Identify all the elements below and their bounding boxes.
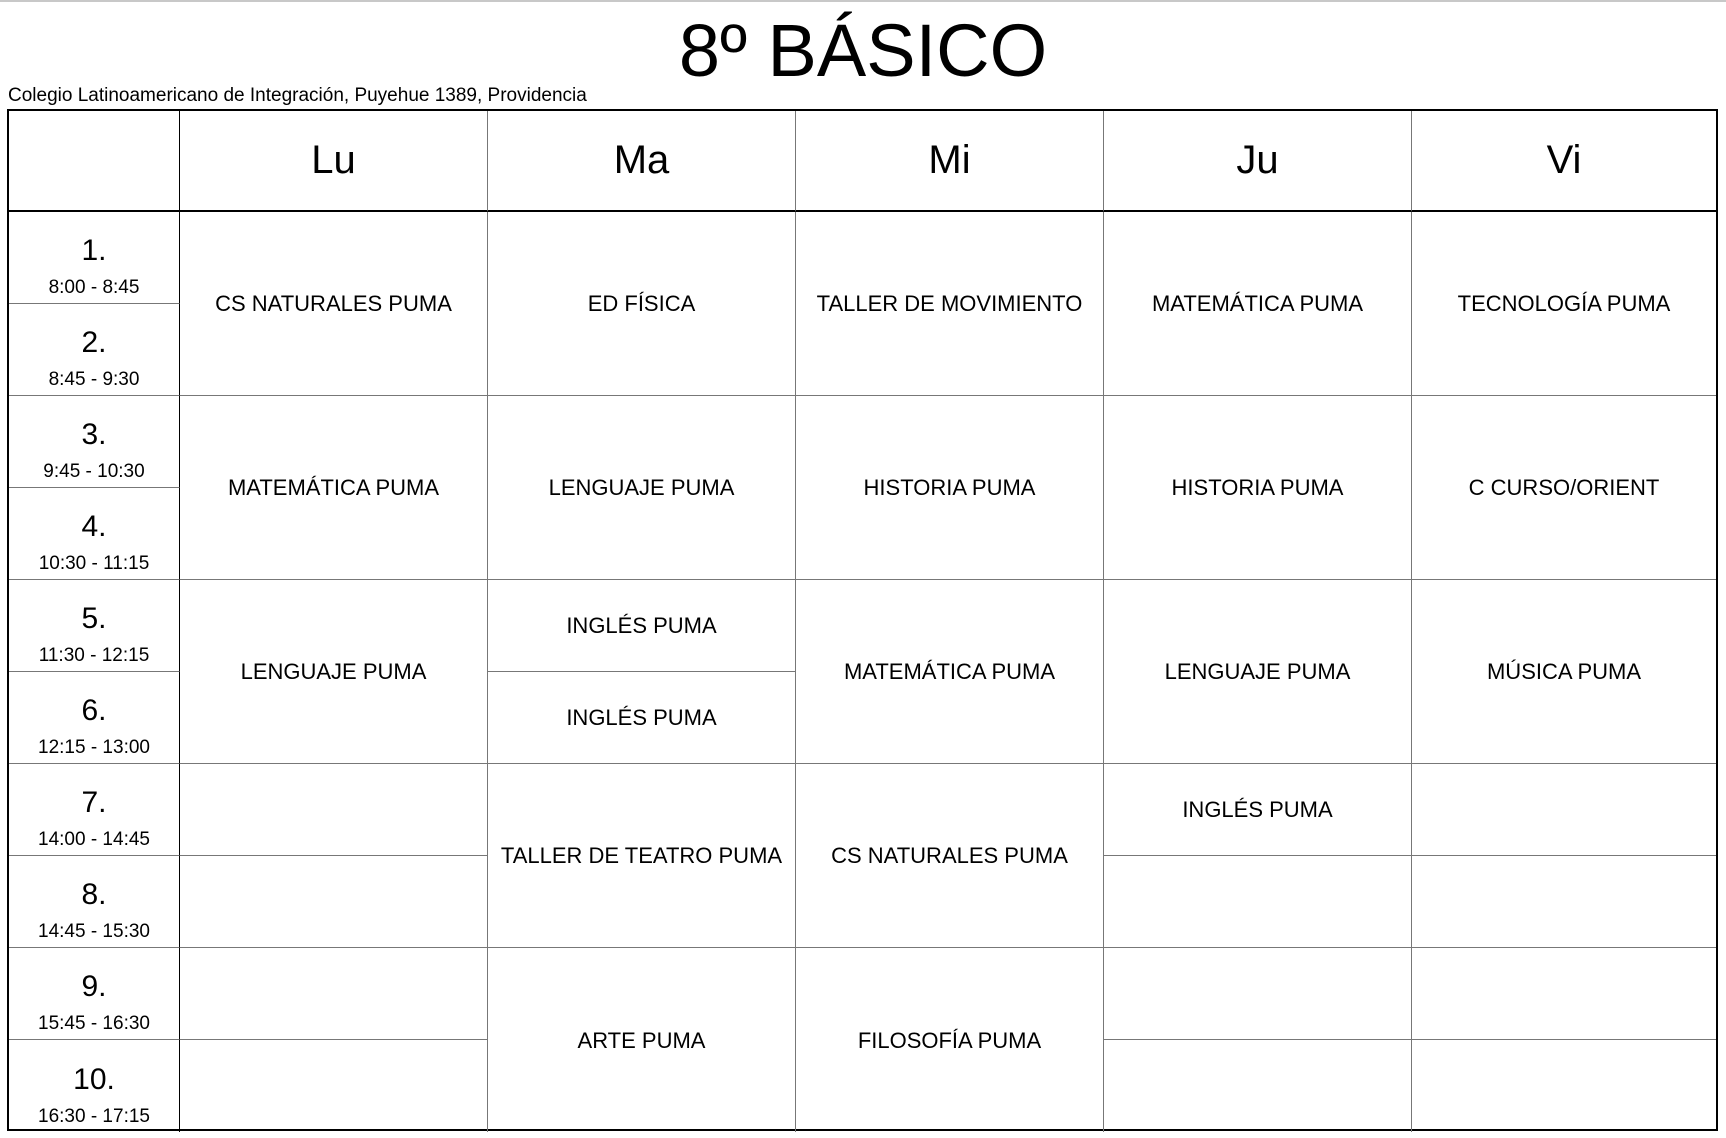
class-block: C CURSO/ORIENT [1412,396,1716,580]
class-block: MATEMÁTICA PUMA [1104,212,1412,396]
period-time: 16:30 - 17:15 [38,1106,150,1127]
class-block: HISTORIA PUMA [796,396,1104,580]
day-header-mi: Mi [796,111,1104,212]
period-number: 9. [81,970,107,1003]
corner-cell [9,111,180,212]
period-label [9,212,180,304]
period-time: 9:45 - 10:30 [43,461,145,482]
period-label [9,304,180,396]
period-label [9,580,180,672]
period-label [9,672,180,764]
day-header-lu: Lu [180,111,488,212]
period-label [9,948,180,1040]
period-label [9,396,180,488]
period-time: 11:30 - 12:15 [38,645,150,666]
period-number: 7. [81,786,107,819]
empty-slot [1104,948,1412,1040]
class-block: MÚSICA PUMA [1412,580,1716,764]
class-block: LENGUAJE PUMA [1104,580,1412,764]
period-number: 2. [81,326,107,359]
period-label [9,856,180,948]
period-number: 5. [81,602,107,635]
period-time: 8:00 - 8:45 [48,277,140,298]
class-block: INGLÉS PUMA [488,580,796,672]
period-number: 8. [81,878,107,911]
period-time: 8:45 - 9:30 [48,369,140,390]
class-block: HISTORIA PUMA [1104,396,1412,580]
period-number: 4. [81,510,107,543]
period-number: 10. [73,1063,115,1096]
empty-slot [180,948,488,1040]
top-rule [0,0,1726,2]
day-header-vi: Vi [1412,111,1716,212]
period-time: 14:00 - 14:45 [38,829,150,850]
class-block: INGLÉS PUMA [1104,764,1412,856]
class-block: ARTE PUMA [488,948,796,1132]
period-label [9,764,180,856]
period-time: 15:45 - 16:30 [38,1013,150,1034]
empty-slot [180,1040,488,1132]
period-time: 10:30 - 11:15 [38,553,150,574]
day-header-ju: Ju [1104,111,1412,212]
period-label [9,488,180,580]
empty-slot [1412,1040,1716,1132]
empty-slot [180,764,488,856]
empty-slot [1412,764,1716,856]
empty-slot [1104,1040,1412,1132]
class-block: LENGUAJE PUMA [180,580,488,764]
class-block: FILOSOFÍA PUMA [796,948,1104,1132]
page-title: 8º BÁSICO [678,9,1048,92]
schedule-grid [7,109,1718,1131]
class-block: ED FÍSICA [488,212,796,396]
class-block: LENGUAJE PUMA [488,396,796,580]
class-block: TALLER DE MOVIMIENTO [796,212,1104,396]
empty-slot [1104,856,1412,948]
class-block: MATEMÁTICA PUMA [180,396,488,580]
period-time: 14:45 - 15:30 [38,921,150,942]
class-block: INGLÉS PUMA [488,672,796,764]
class-block: TECNOLOGÍA PUMA [1412,212,1716,396]
class-block: TALLER DE TEATRO PUMA [488,764,796,948]
period-time: 12:15 - 13:00 [38,737,150,758]
empty-slot [1412,948,1716,1040]
day-header-ma: Ma [488,111,796,212]
period-number: 3. [81,418,107,451]
period-number: 1. [81,234,107,267]
empty-slot [180,856,488,948]
period-label [9,1040,180,1132]
period-number: 6. [81,694,107,727]
empty-slot [1412,856,1716,948]
class-block: CS NATURALES PUMA [796,764,1104,948]
school-address: Colegio Latinoamericano de Integración, Puyehue 1389, Providencia [8,85,587,106]
class-block: MATEMÁTICA PUMA [796,580,1104,764]
class-block: CS NATURALES PUMA [180,212,488,396]
